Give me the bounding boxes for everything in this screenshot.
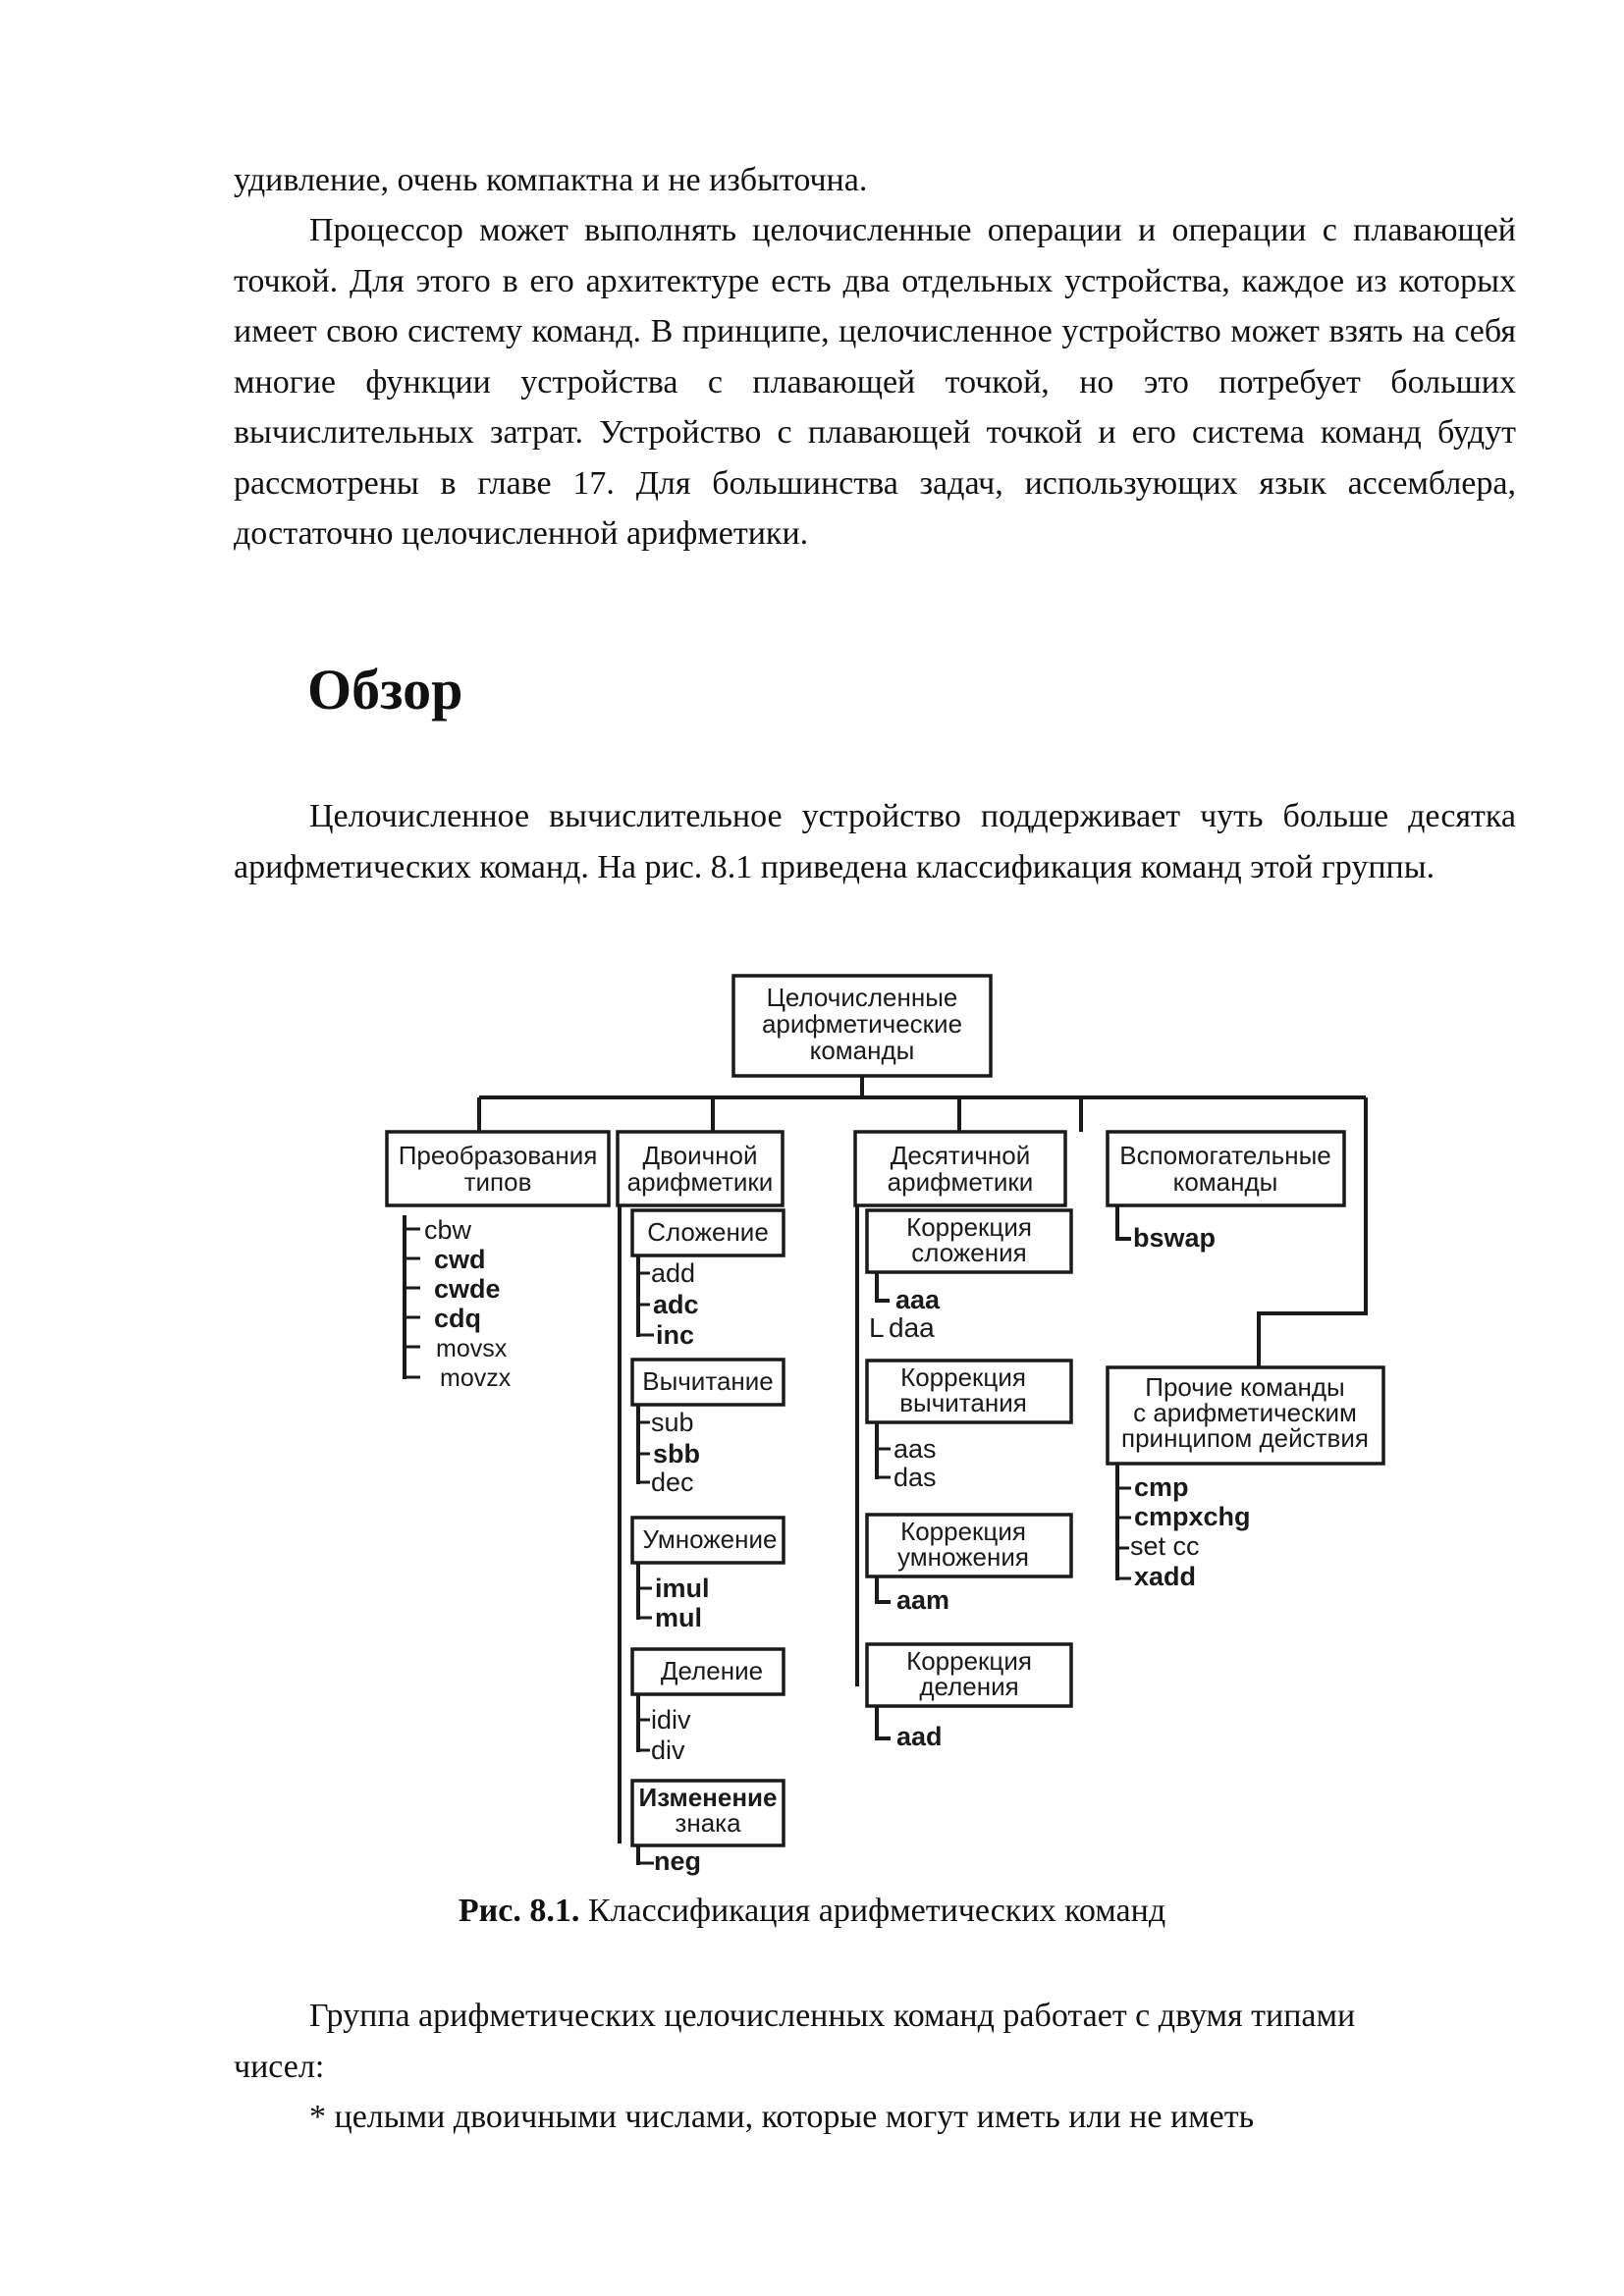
- root-label-2: арифметические: [761, 1009, 963, 1039]
- cmd-movzx: movzx: [440, 1364, 512, 1392]
- paragraph-list-item: * целыми двоичными числами, которые могут иметь или не иметь: [309, 2099, 1255, 2135]
- cmd-das: das: [893, 1463, 937, 1492]
- mul-correction-title-2: умножения: [897, 1542, 1029, 1572]
- cmd-cwde: cwde: [434, 1274, 501, 1304]
- other-title-1: Прочие команды: [1145, 1372, 1345, 1402]
- add-correction-title-1: Коррекция: [906, 1212, 1032, 1242]
- sub-correction-title-2: вычитания: [899, 1388, 1027, 1417]
- cmd-add: add: [651, 1258, 696, 1288]
- negation-title-2: знака: [675, 1808, 741, 1838]
- figure-caption: [0, 1887, 1624, 1936]
- cmd-imul: imul: [655, 1574, 710, 1603]
- cmd-inc: inc: [656, 1320, 695, 1350]
- cmd-mul: mul: [655, 1603, 703, 1632]
- cmd-idiv: idiv: [651, 1705, 691, 1735]
- cmd-movsx: movsx: [436, 1335, 508, 1362]
- cmd-cbw: cbw: [424, 1215, 472, 1245]
- decimal-title-2: арифметики: [887, 1167, 1034, 1197]
- cmd-cmp: cmp: [1134, 1472, 1189, 1502]
- binary-title-2: арифметики: [626, 1167, 774, 1197]
- other-title-3: принципом действия: [1121, 1423, 1369, 1453]
- figure-caption-label: Рис. 8.1.: [458, 1893, 580, 1929]
- conversion-title-1: Преобразования: [398, 1141, 598, 1170]
- conversion-title-2: типов: [463, 1167, 532, 1197]
- div-correction-title-2: деления: [919, 1672, 1019, 1701]
- cmd-daa: daa: [889, 1312, 935, 1343]
- paragraph-continuation: удивление, очень компактна и не избыточна.: [234, 162, 868, 198]
- negation-title-1: Изменение: [638, 1783, 778, 1812]
- daa-bracket: L: [869, 1312, 885, 1343]
- root-label-1: Целочисленные: [766, 983, 958, 1012]
- div-correction-title-1: Коррекция: [906, 1646, 1032, 1676]
- cmd-aam: aam: [896, 1585, 950, 1615]
- cmd-neg: neg: [654, 1846, 702, 1876]
- figure-caption-text: Классификация арифметических команд: [579, 1893, 1166, 1929]
- cmd-aaa: aaa: [895, 1285, 941, 1314]
- addition-title: Сложение: [647, 1217, 769, 1247]
- paragraph-types: Группа арифметических целочисленных команд работает с двумя типами чисел:: [234, 1998, 1356, 2085]
- cmd-setcc: set cc: [1130, 1531, 1200, 1561]
- cmd-bswap: bswap: [1133, 1223, 1217, 1253]
- cmd-cdq: cdq: [434, 1304, 482, 1333]
- other-title-2: с арифметическим: [1133, 1398, 1357, 1427]
- cmd-cmpxchg: cmpxchg: [1134, 1502, 1251, 1531]
- subtraction-title: Вычитание: [642, 1366, 774, 1396]
- mul-correction-title-1: Коррекция: [900, 1517, 1026, 1546]
- add-correction-title-2: сложения: [911, 1238, 1027, 1267]
- multiplication-title: Умножение: [642, 1524, 778, 1554]
- binary-title-1: Двоичной: [642, 1141, 758, 1170]
- auxiliary-title-1: Вспомогательные: [1119, 1141, 1331, 1170]
- section-heading: Обзор: [307, 658, 463, 721]
- paragraph-processor: Процессор может выполнять целочисленные операции и операции с плавающей точкой. Для этого в его архитектуре есть два отдельных устройства, каждое из которых имеет свою систему команд. В принципе, целочисленное устройство может взять на себя многие функции устройства с плавающей точкой, но это потребует больших вычислительных затрат. Устройство с плавающей точкой и его система команд будут рассмотрены в главе 17. Для большинства задач, использующих язык ассемблера, достаточно целочисленной арифметики.: [234, 212, 1516, 552]
- cmd-cwd: cwd: [434, 1245, 486, 1274]
- cmd-aad: aad: [896, 1722, 943, 1751]
- decimal-title-1: Десятичной: [890, 1141, 1031, 1170]
- paragraph-overview: Целочисленное вычислительное устройство поддерживает чуть больше десятка арифметических команд. На рис. 8.1 приведена классификация команд этой группы.: [234, 798, 1516, 885]
- cmd-adc: adc: [653, 1290, 699, 1319]
- cmd-sub: sub: [651, 1408, 694, 1437]
- cmd-sbb: sbb: [653, 1439, 701, 1468]
- root-label-3: команды: [809, 1036, 915, 1065]
- cmd-xadd: xadd: [1134, 1562, 1197, 1591]
- cmd-aas: aas: [893, 1434, 937, 1464]
- sub-correction-title-1: Коррекция: [900, 1362, 1026, 1392]
- cmd-dec: dec: [651, 1468, 694, 1497]
- cmd-div: div: [651, 1735, 685, 1765]
- division-title: Деление: [660, 1656, 764, 1685]
- auxiliary-title-2: команды: [1172, 1167, 1278, 1197]
